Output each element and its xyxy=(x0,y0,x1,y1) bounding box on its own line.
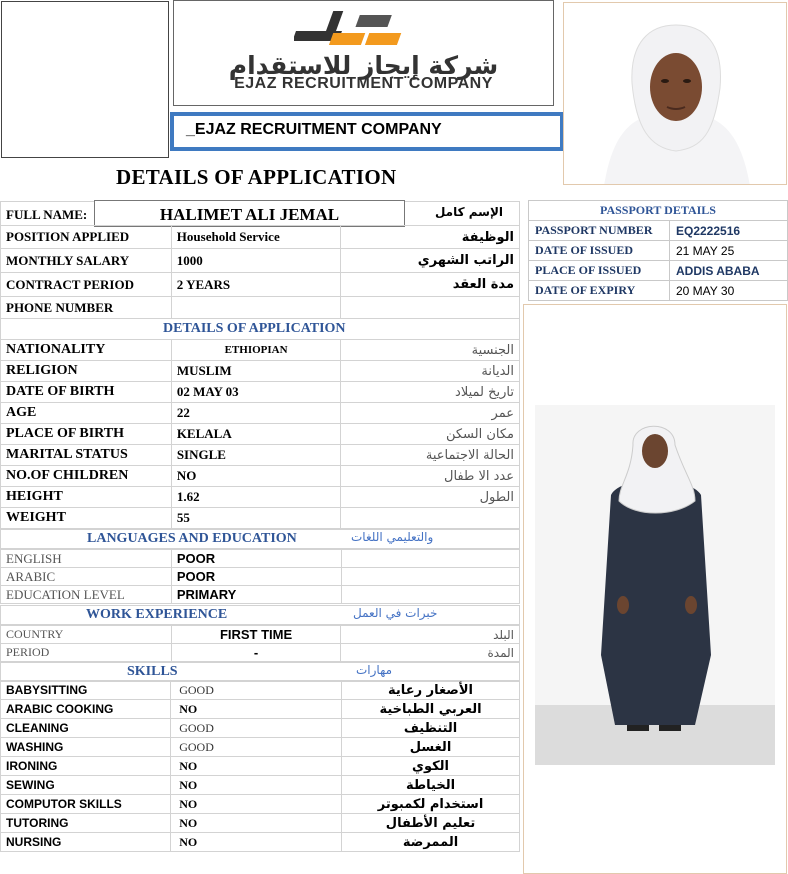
full-name-label: FULL NAME: xyxy=(6,207,88,222)
row-label-ar: البلد xyxy=(341,626,520,644)
passport-label: PASSPORT NUMBER xyxy=(529,221,670,241)
row-label: CLEANING xyxy=(1,719,171,738)
row-label: WEIGHT xyxy=(1,508,172,529)
table-row xyxy=(1,757,520,776)
row-label-ar xyxy=(341,508,520,529)
row-label: PHONE NUMBER xyxy=(1,297,172,319)
row-label-ar: تعليم الأطفال xyxy=(342,814,520,833)
table-row xyxy=(1,795,520,814)
row-value: 1.62 xyxy=(171,487,341,508)
row-value xyxy=(171,297,341,319)
row-label-ar: مدة العقد xyxy=(341,273,520,297)
row-label: EDUCATION LEVEL xyxy=(1,586,172,604)
table-row xyxy=(1,249,520,273)
passport-label: PLACE OF ISSUED xyxy=(529,261,670,281)
row-label: NURSING xyxy=(1,833,171,852)
table-row xyxy=(1,814,520,833)
row-label: ENGLISH xyxy=(1,550,172,568)
row-label-ar xyxy=(341,297,520,319)
row-label: SEWING xyxy=(1,776,171,795)
row-label: AGE xyxy=(1,403,172,424)
row-value: PRIMARY xyxy=(171,586,341,604)
row-label: NATIONALITY xyxy=(1,340,172,361)
row-label: HEIGHT xyxy=(1,487,172,508)
row-value: GOOD xyxy=(171,738,342,757)
table-row xyxy=(1,626,520,644)
row-value: Household Service xyxy=(171,226,341,249)
row-value: NO xyxy=(171,814,342,833)
row-label-ar: الخياطة xyxy=(342,776,520,795)
row-label-ar: الغسل xyxy=(342,738,520,757)
row-value: 2 YEARS xyxy=(171,273,341,297)
passport-label: DATE OF EXPIRY xyxy=(529,281,670,301)
row-value: NO xyxy=(171,795,342,814)
row-label-ar xyxy=(341,550,519,568)
row-label: PLACE OF BIRTH xyxy=(1,424,172,445)
blank-frame xyxy=(1,1,169,158)
languages-section-title: LANGUAGES AND EDUCATION xyxy=(87,531,297,546)
row-label-ar: الحالة الاجتماعية xyxy=(341,445,520,466)
table-row xyxy=(529,201,788,221)
row-value: NO xyxy=(171,757,342,776)
row-label-ar: الممرضة xyxy=(342,833,520,852)
table-row xyxy=(1,681,520,700)
row-label-ar: عدد الا طفال xyxy=(341,466,520,487)
row-label-ar: الراتب الشهري xyxy=(341,249,520,273)
passport-value: EQ2222516 xyxy=(670,221,788,241)
table-row xyxy=(1,445,520,466)
skills-section-title-ar: مهارات xyxy=(356,663,393,677)
row-label-ar: تاريخ لميلاد xyxy=(341,382,520,403)
skills-section-title: SKILLS xyxy=(127,664,178,679)
row-value: - xyxy=(171,644,341,662)
page-title: DETAILS OF APPLICATION xyxy=(116,165,397,189)
row-label: COMPUTOR SKILLS xyxy=(1,795,171,814)
work-section-header xyxy=(0,605,520,625)
work-table xyxy=(0,625,520,662)
row-label: IRONING xyxy=(1,757,171,776)
table-row xyxy=(1,226,520,249)
row-label-ar: الجنسية xyxy=(341,340,520,361)
passport-value: 20 MAY 30 xyxy=(670,281,788,301)
row-label: POSITION APPLIED xyxy=(1,226,172,249)
row-label-ar: عمر xyxy=(341,403,520,424)
table-row xyxy=(1,273,520,297)
table-row xyxy=(529,261,788,281)
row-value: POOR xyxy=(171,550,341,568)
languages-section-title-ar: والتعليمي اللغات xyxy=(351,530,434,544)
table-row xyxy=(1,719,520,738)
row-label-ar: الديانة xyxy=(341,361,520,382)
work-section-title-ar: خبرات في العمل xyxy=(353,606,438,620)
row-value: KELALA xyxy=(171,424,341,445)
full-name-row xyxy=(0,201,520,226)
languages-table xyxy=(0,549,520,604)
row-label-ar: الأصغار رعاية xyxy=(342,681,520,700)
row-label: PERIOD xyxy=(1,644,172,662)
row-value: 02 MAY 03 xyxy=(171,382,341,403)
table-row xyxy=(1,424,520,445)
table-row xyxy=(1,403,520,424)
row-label-ar: الكوي xyxy=(342,757,520,776)
row-label-ar xyxy=(341,568,519,586)
row-value: GOOD xyxy=(171,681,342,700)
table-row xyxy=(1,644,520,662)
table-row xyxy=(1,568,520,586)
row-label-ar: المدة xyxy=(341,644,520,662)
row-value: FIRST TIME xyxy=(171,626,341,644)
table-row xyxy=(529,241,788,261)
full-name-value: HALIMET ALI JEMAL xyxy=(94,200,405,227)
passport-label: DATE OF ISSUED xyxy=(529,241,670,261)
row-value: SINGLE xyxy=(171,445,341,466)
company-name-en: EJAZ RECRUITMENT COMPANY xyxy=(234,75,493,92)
passport-title: PASSPORT DETAILS xyxy=(529,201,788,221)
passport-value: 21 MAY 25 xyxy=(670,241,788,261)
company-logo xyxy=(173,0,554,106)
row-label: NO.OF CHILDREN xyxy=(1,466,172,487)
row-label: TUTORING xyxy=(1,814,171,833)
row-label: MONTHLY SALARY xyxy=(1,249,172,273)
company-name-ar: شركة إيجاز للاستقدام xyxy=(228,51,499,80)
table-row xyxy=(1,487,520,508)
row-value: 55 xyxy=(171,508,341,529)
row-value: 1000 xyxy=(171,249,341,273)
work-section-title: WORK EXPERIENCE xyxy=(86,607,228,622)
skills-table xyxy=(0,680,520,852)
row-value: ETHIOPIAN xyxy=(171,340,341,361)
skills-section-header xyxy=(0,662,520,682)
row-label-ar: الوظيفة xyxy=(341,226,520,249)
table-row xyxy=(1,361,520,382)
row-label: COUNTRY xyxy=(1,626,172,644)
full-body-photo xyxy=(535,405,775,765)
row-value: 22 xyxy=(171,403,341,424)
row-label: DATE OF BIRTH xyxy=(1,382,172,403)
table-row xyxy=(1,586,520,604)
row-label: WASHING xyxy=(1,738,171,757)
table-row xyxy=(1,382,520,403)
table-row xyxy=(1,700,520,719)
row-label-ar: استخدام لكمبوتر xyxy=(342,795,520,814)
banner-text: _EJAZ RECRUITMENT COMPANY xyxy=(174,116,560,147)
row-label: ARABIC COOKING xyxy=(1,700,171,719)
row-value: GOOD xyxy=(171,719,342,738)
company-banner xyxy=(170,112,564,151)
row-label-ar: العربي الطباخية xyxy=(342,700,520,719)
row-value: POOR xyxy=(171,568,341,586)
table-row xyxy=(529,281,788,301)
table-row xyxy=(1,508,520,529)
row-value: NO xyxy=(171,466,341,487)
row-value: NO xyxy=(171,700,342,719)
personal-table xyxy=(0,225,520,319)
table-row xyxy=(529,221,788,241)
table-row xyxy=(1,776,520,795)
row-value: NO xyxy=(171,776,342,795)
row-label-ar: الطول xyxy=(341,487,520,508)
row-label-ar xyxy=(341,586,519,604)
table-row xyxy=(1,340,520,361)
row-label: BABYSITTING xyxy=(1,681,171,700)
row-value: NO xyxy=(171,833,342,852)
details-section-header xyxy=(0,318,520,340)
row-label-ar: مكان السكن xyxy=(341,424,520,445)
table-row xyxy=(1,550,520,568)
row-label: ARABIC xyxy=(1,568,172,586)
details-table xyxy=(0,339,520,529)
table-row xyxy=(1,738,520,757)
table-row xyxy=(1,297,520,319)
passport-value: ADDIS ABABA xyxy=(670,261,788,281)
row-label-ar: التنظيف xyxy=(342,719,520,738)
row-value: MUSLIM xyxy=(171,361,341,382)
portrait-figure-icon xyxy=(564,3,787,185)
table-row xyxy=(1,466,520,487)
row-label: CONTRACT PERIOD xyxy=(1,273,172,297)
row-label: MARITAL STATUS xyxy=(1,445,172,466)
full-name-ar: الإسم كامل xyxy=(434,205,503,219)
passport-table xyxy=(528,200,788,301)
logo-mark-icon xyxy=(294,9,424,57)
portrait-photo xyxy=(563,2,787,185)
languages-section-header xyxy=(0,529,520,549)
table-row xyxy=(1,833,520,852)
full-body-photo-frame xyxy=(523,304,787,874)
details-section-title: DETAILS OF APPLICATION xyxy=(163,321,346,336)
row-label: RELIGION xyxy=(1,361,172,382)
